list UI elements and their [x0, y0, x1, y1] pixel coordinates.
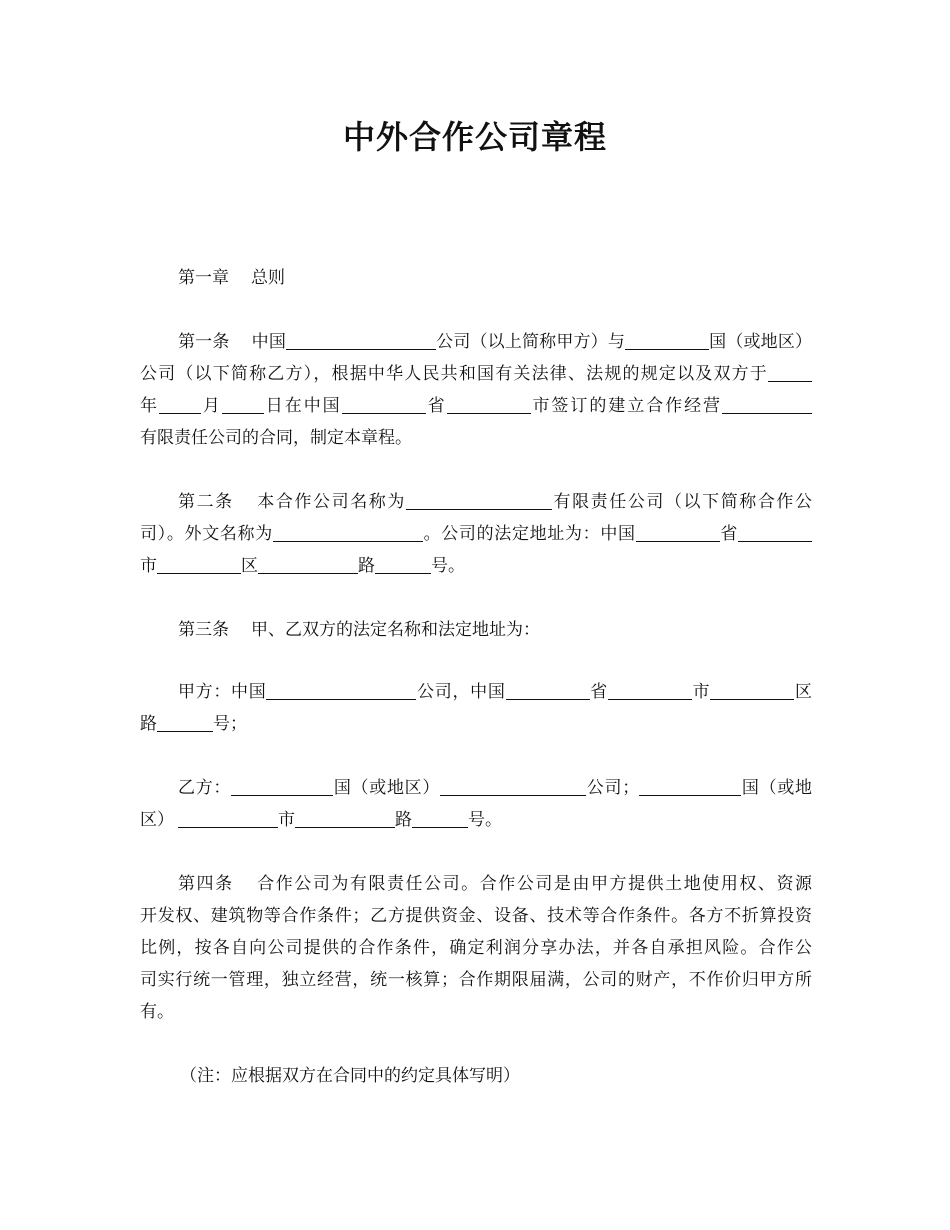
text-fragment: 年	[140, 396, 159, 416]
blank-field[interactable]	[636, 523, 720, 542]
blank-field[interactable]	[440, 777, 586, 796]
text-fragment: 市签订的建立合作经营	[530, 396, 723, 416]
blank-field[interactable]	[608, 681, 692, 700]
party-b	[140, 772, 812, 836]
text-fragment: 区）	[140, 810, 174, 830]
blank-field[interactable]	[157, 713, 213, 732]
text-fragment: 司实行统一管理，独立经营，统一核算；合作期限届满，公司的财产，不作价归甲方所	[140, 970, 812, 990]
chapter-heading	[140, 262, 812, 294]
text-fragment: 日在中国	[263, 396, 342, 416]
blank-field[interactable]	[157, 555, 241, 574]
text-fragment: 市	[278, 810, 295, 830]
chapter-label: 第一章	[178, 268, 229, 288]
text-fragment: 公司（以上简称甲方）与	[436, 332, 625, 352]
blank-field[interactable]	[286, 331, 436, 350]
article-4	[140, 868, 812, 1028]
blank-field[interactable]	[722, 395, 812, 414]
blank-field[interactable]	[295, 809, 395, 828]
blank-field[interactable]	[273, 523, 423, 542]
text-fragment: 市	[691, 682, 711, 702]
party-a	[140, 676, 812, 740]
text-fragment: 有。	[140, 1002, 174, 1022]
blank-field[interactable]	[710, 681, 794, 700]
footnote	[140, 1060, 812, 1092]
text-fragment: 有限责任公司的合同，制定本章程。	[140, 428, 412, 448]
text-fragment: 国（或地区）	[333, 778, 441, 798]
text-fragment: 国（或地	[741, 778, 812, 798]
blank-field[interactable]	[639, 777, 741, 796]
text-fragment: 号；	[213, 714, 247, 734]
blank-field[interactable]	[222, 395, 264, 414]
article-4-label: 第四条	[178, 874, 234, 894]
text-fragment: 甲方：中国	[178, 682, 267, 702]
blank-field[interactable]	[342, 395, 426, 414]
text-fragment: 公司（以下简称乙方），根据中华人民共和国有关法律、法规的规定以及双方于	[140, 364, 768, 384]
blank-field[interactable]	[159, 395, 201, 414]
blank-field[interactable]	[412, 809, 468, 828]
article-1	[140, 326, 812, 454]
text-fragment: 本合作公司名称为	[255, 492, 406, 512]
blank-field[interactable]	[375, 555, 431, 574]
text-fragment: 路	[395, 810, 412, 830]
text-fragment: 比例，按各自向公司提供的合作条件，确定利润分享办法，并各自承担风险。合作公	[140, 938, 812, 958]
blank-field[interactable]	[738, 523, 812, 542]
article-3-label: 第三条	[178, 620, 229, 640]
text-fragment: 公司，中国	[416, 682, 506, 702]
blank-field[interactable]	[506, 681, 590, 700]
text-fragment: 有限责任公司（以下简称合作公	[551, 492, 812, 512]
text-fragment: 开发权、建筑物等合作条件；乙方提供资金、设备、技术等合作条件。各方不折算投资	[140, 906, 812, 926]
text-fragment: 区	[241, 556, 258, 576]
article-1-label: 第一条	[178, 332, 230, 352]
blank-field[interactable]	[768, 363, 812, 382]
text-fragment: 路	[140, 714, 157, 734]
note-text: （注：应根据双方在合同中的约定具体写明）	[180, 1066, 520, 1086]
article-2-label: 第二条	[178, 492, 234, 512]
chapter-name: 总则	[251, 268, 285, 288]
blank-field[interactable]	[178, 809, 278, 828]
text-fragment: 公司；	[586, 778, 640, 798]
text-fragment: 市	[140, 556, 157, 576]
text-fragment: 号。	[468, 810, 502, 830]
article-2	[140, 486, 812, 582]
document-title: 中外合作公司章程	[342, 118, 607, 156]
text-fragment: 号。	[431, 556, 465, 576]
article-3	[140, 614, 812, 646]
text-fragment: 司）。外文名称为	[140, 524, 273, 544]
blank-field[interactable]	[447, 395, 531, 414]
text-fragment: 合作公司为有限责任公司。合作公司是由甲方提供土地使用权、资源	[255, 874, 812, 894]
text-fragment: 省	[425, 396, 447, 416]
text-fragment: 甲、乙双方的法定名称和法定地址为：	[251, 620, 540, 640]
text-fragment: 省	[719, 524, 739, 544]
text-fragment: 国（或地区）	[709, 332, 812, 352]
blank-field[interactable]	[266, 681, 416, 700]
text-fragment: 省	[589, 682, 608, 702]
text-fragment: 区	[794, 682, 812, 702]
blank-field[interactable]	[258, 555, 358, 574]
text-fragment: 路	[358, 556, 375, 576]
text-fragment: 。公司的法定地址为：中国	[422, 524, 636, 544]
text-fragment: 中国	[251, 332, 286, 352]
text-fragment: 乙方：	[178, 778, 232, 798]
blank-field[interactable]	[406, 491, 552, 510]
blank-field[interactable]	[231, 777, 333, 796]
text-fragment: 月	[200, 396, 222, 416]
blank-field[interactable]	[625, 331, 709, 350]
